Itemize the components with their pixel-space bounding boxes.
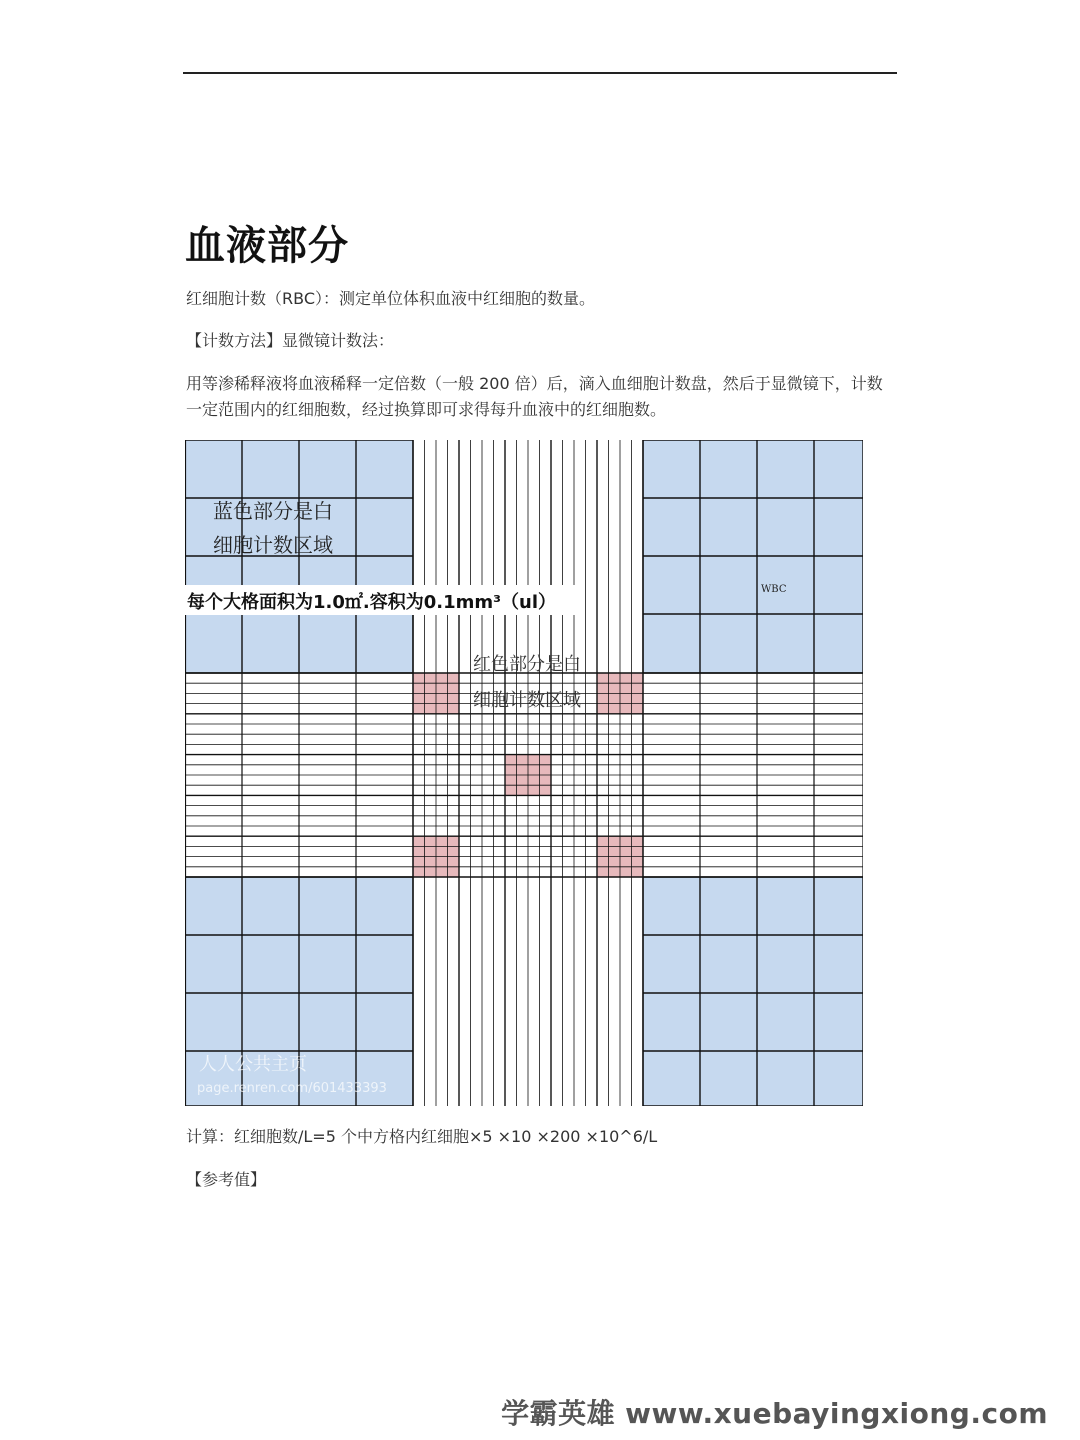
hemocytometer-figure — [185, 440, 863, 1106]
method-description: 用等渗稀释液将血液稀释一定倍数（一般 200 倍）后，滴入血细胞计数盘，然后于显微镜下，计数一定范围内的红细胞数，经过换算即可求得每升血液中的红细胞数。 — [186, 374, 883, 419]
rbc-definition: 红细胞计数（RBC）：测定单位体积血液中红细胞的数量。 — [186, 289, 595, 308]
method-heading: 【计数方法】显微镜计数法： — [186, 331, 395, 350]
section-title: 血液部分 — [185, 222, 349, 269]
site-footer — [501, 1392, 1058, 1432]
reference-heading: 【参考值】 — [186, 1170, 267, 1189]
hemocytometer-grid — [185, 440, 863, 1106]
header-rule — [183, 72, 897, 74]
watermark-line-2: page.renren.com/601433393 — [197, 1081, 387, 1096]
red-zone-label-1: 红色部分是白 — [473, 654, 581, 675]
footer-url[interactable]: www.xuebayingxiong.com — [625, 1397, 1048, 1430]
blue-zone-label-2: 细胞计数区域 — [213, 533, 333, 557]
wbc-corner-zone — [643, 877, 863, 1106]
calculation-formula: 计算：红细胞数/L=5 个中方格内红细胞×5 ×10 ×200 ×10^6/L — [186, 1127, 658, 1146]
watermark-line-1: 人人公共主页 — [199, 1054, 307, 1075]
footer-brand: 学霸英雄 — [501, 1397, 616, 1430]
area-label: 每个大格面积为1.0㎡.容积为0.1mm³（ul） — [187, 592, 556, 613]
red-zone-label-2: 细胞计数区域 — [473, 690, 581, 711]
blue-zone-label-1: 蓝色部分是白 — [213, 499, 333, 523]
wbc-tag: WBC — [761, 584, 787, 595]
